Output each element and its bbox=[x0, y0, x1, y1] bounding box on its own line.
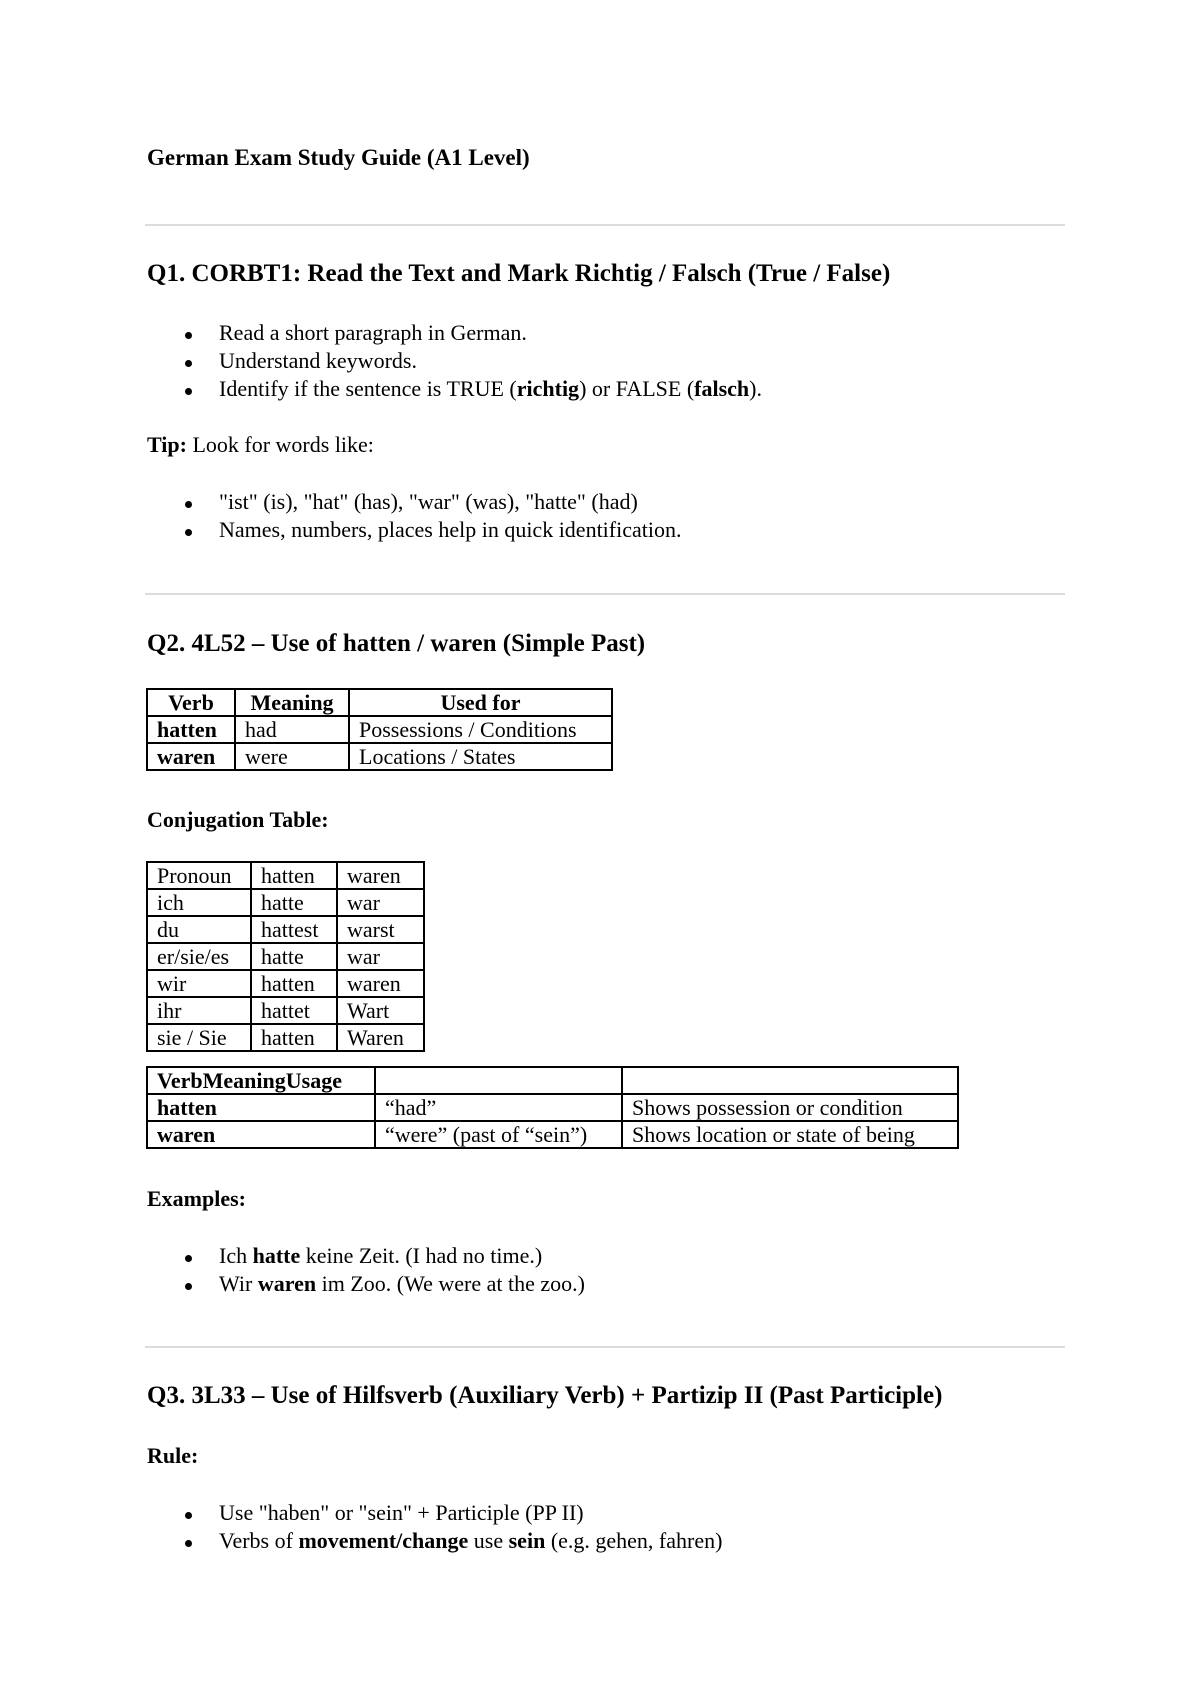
table-header-row bbox=[147, 689, 612, 716]
table-cell: waren bbox=[337, 970, 424, 997]
bullet-icon bbox=[185, 1255, 192, 1262]
table-cell: hatte bbox=[251, 889, 337, 916]
q1-heading: Q1. CORBT1: Read the Text and Mark Richtig / Falsch (True / False) bbox=[147, 260, 891, 287]
conjugation-label: Conjugation Table: bbox=[147, 807, 329, 832]
table-cell: Shows location or state of being bbox=[622, 1121, 958, 1148]
table-header-cell: VerbMeaningUsage bbox=[147, 1067, 375, 1094]
table-row bbox=[147, 970, 424, 997]
table-cell: hatten bbox=[147, 716, 235, 743]
tip-label: Tip: bbox=[147, 432, 187, 457]
bullet-icon bbox=[185, 360, 192, 367]
table-header-cell: Meaning bbox=[235, 689, 349, 716]
table-cell: Wart bbox=[337, 997, 424, 1024]
table-cell: warst bbox=[337, 916, 424, 943]
list-item-text: "ist" (is), "hat" (has), "war" (was), "hatte" (had) bbox=[219, 489, 638, 514]
list-item-text: Understand keywords. bbox=[219, 348, 417, 373]
table-header-cell: Pronoun bbox=[147, 862, 251, 889]
table-cell: hattest bbox=[251, 916, 337, 943]
table-header-row bbox=[147, 862, 424, 889]
table-cell: Possessions / Conditions bbox=[349, 716, 612, 743]
list-item-text: Use "haben" or "sein" + Participle (PP II) bbox=[219, 1500, 584, 1525]
table-header-row bbox=[147, 1067, 958, 1094]
table-cell: had bbox=[235, 716, 349, 743]
table-cell: hatten bbox=[251, 1024, 337, 1051]
table-cell: er/sie/es bbox=[147, 943, 251, 970]
table-header-cell: hatten bbox=[251, 862, 337, 889]
list-item-text: Read a short paragraph in German. bbox=[219, 320, 527, 345]
table-row bbox=[147, 716, 612, 743]
q3-heading: Q3. 3L33 – Use of Hilfsverb (Auxiliary Verb) + Partizip II (Past Participle) bbox=[147, 1382, 943, 1409]
tip-text: Look for words like: bbox=[186, 432, 374, 457]
bullet-icon bbox=[185, 332, 192, 339]
bullet-icon bbox=[185, 529, 192, 536]
table-cell: wir bbox=[147, 970, 251, 997]
table-cell: “were” (past of “sein”) bbox=[375, 1121, 622, 1148]
bullet-icon bbox=[185, 1283, 192, 1290]
table-cell: hatte bbox=[251, 943, 337, 970]
table-cell: war bbox=[337, 943, 424, 970]
table-row bbox=[147, 916, 424, 943]
table-cell: “had” bbox=[375, 1094, 622, 1121]
table-cell: waren bbox=[147, 743, 235, 770]
bullet-icon bbox=[185, 388, 192, 395]
list-item-text: Ich hatte keine Zeit. (I had no time.) bbox=[219, 1243, 543, 1268]
table-cell: hattet bbox=[251, 997, 337, 1024]
table-cell: Shows possession or condition bbox=[622, 1094, 958, 1121]
verb-meaning-table bbox=[146, 688, 613, 771]
table-cell: ich bbox=[147, 889, 251, 916]
bullet-icon bbox=[185, 1540, 192, 1547]
table-cell: war bbox=[337, 889, 424, 916]
list-item-text: Names, numbers, places help in quick identification. bbox=[219, 517, 682, 542]
table-cell: sie / Sie bbox=[147, 1024, 251, 1051]
table-row bbox=[147, 889, 424, 916]
usage-table bbox=[146, 1066, 959, 1149]
table-header-cell bbox=[622, 1067, 958, 1094]
table-row bbox=[147, 1121, 958, 1148]
table-row bbox=[147, 743, 612, 770]
divider bbox=[145, 224, 1065, 226]
q2-heading: Q2. 4L52 – Use of hatten / waren (Simple Past) bbox=[147, 630, 646, 657]
divider bbox=[145, 1346, 1065, 1348]
table-cell: du bbox=[147, 916, 251, 943]
table-cell: were bbox=[235, 743, 349, 770]
document-title: German Exam Study Guide (A1 Level) bbox=[147, 145, 530, 170]
table-header-cell: Used for bbox=[349, 689, 612, 716]
table-cell: waren bbox=[147, 1121, 375, 1148]
list-item-text: Wir waren im Zoo. (We were at the zoo.) bbox=[219, 1271, 585, 1296]
table-row bbox=[147, 997, 424, 1024]
bullet-icon bbox=[185, 1512, 192, 1519]
table-header-cell: Verb bbox=[147, 689, 235, 716]
rule-label: Rule: bbox=[147, 1443, 199, 1468]
table-cell: Locations / States bbox=[349, 743, 612, 770]
table-header-cell bbox=[375, 1067, 622, 1094]
list-item-text: Verbs of movement/change use sein (e.g. gehen, fahren) bbox=[219, 1528, 723, 1553]
examples-label: Examples: bbox=[147, 1186, 246, 1211]
table-row bbox=[147, 1094, 958, 1121]
conjugation-table bbox=[146, 861, 425, 1052]
list-item-text: Identify if the sentence is TRUE (richtig) or FALSE (falsch). bbox=[219, 376, 762, 401]
table-cell: ihr bbox=[147, 997, 251, 1024]
table-cell: hatten bbox=[251, 970, 337, 997]
table-row bbox=[147, 1024, 424, 1051]
bullet-icon bbox=[185, 501, 192, 508]
divider bbox=[145, 593, 1065, 595]
table-cell: hatten bbox=[147, 1094, 375, 1121]
table-row bbox=[147, 943, 424, 970]
table-header-cell: waren bbox=[337, 862, 424, 889]
table-cell: Waren bbox=[337, 1024, 424, 1051]
q1-tip bbox=[147, 432, 374, 458]
